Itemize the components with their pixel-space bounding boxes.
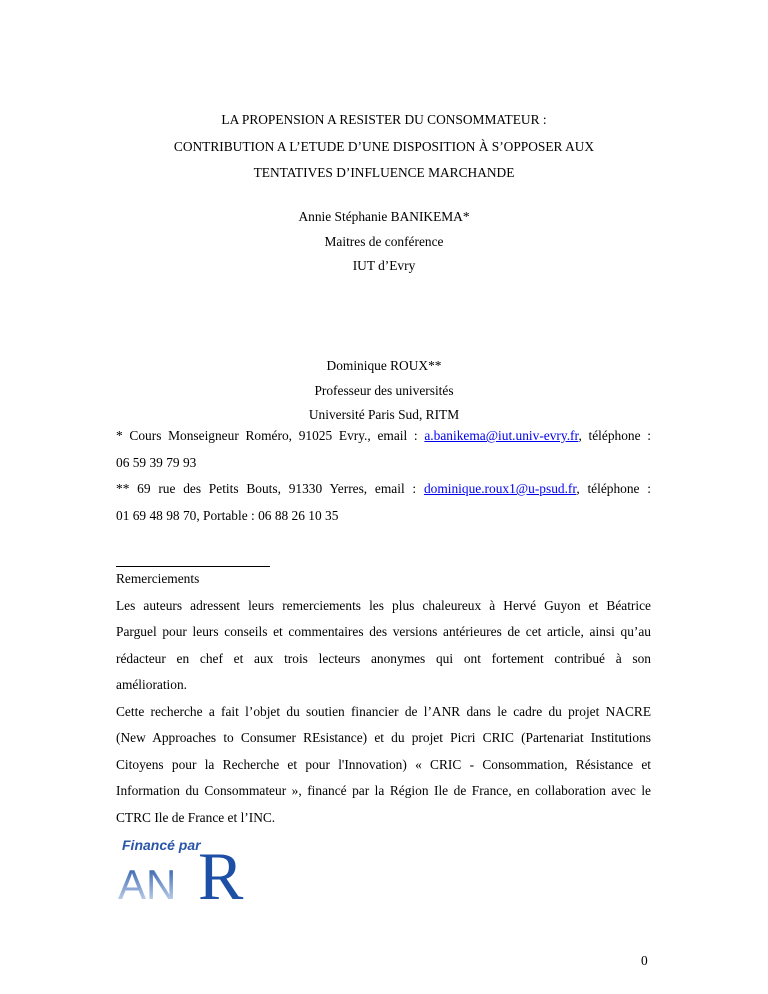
title-line: CONTRIBUTION A L’ETUDE D’UNE DISPOSITION À S’OPPOSER AUX (173, 138, 595, 154)
anr-logo (116, 833, 276, 903)
paragraph-line: Information du Consommateur », financé par la Région Ile de France, en collaboration avec le (116, 783, 651, 798)
author-affiliation: Université Paris Sud, RITM (308, 407, 460, 423)
contact-phone: 06 59 39 79 93 (116, 454, 197, 470)
author-name: Annie Stéphanie BANIKEMA* (298, 209, 470, 224)
contact-line: ** 69 rue des Petits Bouts, 91330 Yerres, email : dominique.roux1@u-psud.fr, téléphone : (116, 481, 651, 496)
logo-letter-r: R (198, 838, 244, 903)
acknowledgements-heading: Remerciements (116, 571, 200, 586)
paragraph-line: amélioration. (116, 677, 188, 692)
logo-letter-n: N (146, 861, 177, 903)
author-affiliation: IUT d’Evry (352, 258, 416, 274)
logo-tagline: Financé par (122, 837, 201, 853)
paragraph-line: Les auteurs adressent leurs remerciements les plus chaleureux à Hervé Guyon et Béatrice (116, 597, 651, 613)
author-role: Professeur des universités (314, 382, 454, 398)
email-link[interactable]: dominique.roux1@u-psud.fr (423, 481, 577, 496)
paragraph-line: (New Approaches to Consumer REsistance) et du projet Picri CRIC (Partenariat Institutions (116, 730, 651, 745)
email-link[interactable]: a.banikema@iut.univ-evry.fr (424, 428, 579, 443)
document-title (0, 107, 768, 187)
contact-info (116, 423, 651, 529)
title-line: LA PROPENSION A RESISTER DU CONSOMMATEUR : (221, 112, 547, 127)
title-line: TENTATIVES D’INFLUENCE MARCHANDE (253, 165, 515, 180)
page-number: 0 (641, 953, 648, 968)
contact-phone: 01 69 48 98 70, Portable : 06 88 26 10 35 (116, 507, 339, 523)
author-block (0, 354, 768, 428)
author-name: Dominique ROUX** (326, 358, 442, 373)
paragraph-line: rédacteur en chef et aux trois lecteurs anonymes qui ont fortement contribué à son (116, 650, 651, 666)
paragraph-line: Cette recherche a fait l’objet du soutien financier de l’ANR dans le cadre du projet NACRE (116, 703, 651, 719)
contact-line: * Cours Monseigneur Roméro, 91025 Evry., email : a.banikema@iut.univ-evry.fr, téléphone : (116, 428, 651, 443)
author-block (0, 205, 768, 279)
acknowledgements (116, 566, 651, 831)
paragraph-line: CTRC Ile de France et l’INC. (116, 809, 276, 825)
paragraph-line: Citoyens pour la Recherche et pour l'Innovation) « CRIC - Consommation, Résistance et (116, 756, 651, 772)
paragraph-line: Parguel pour leurs conseils et commentaires des versions antérieures de cet article, ainsi qu’au (116, 624, 651, 639)
logo-letter-a: A (118, 861, 147, 903)
author-role: Maitres de conférence (324, 233, 444, 249)
